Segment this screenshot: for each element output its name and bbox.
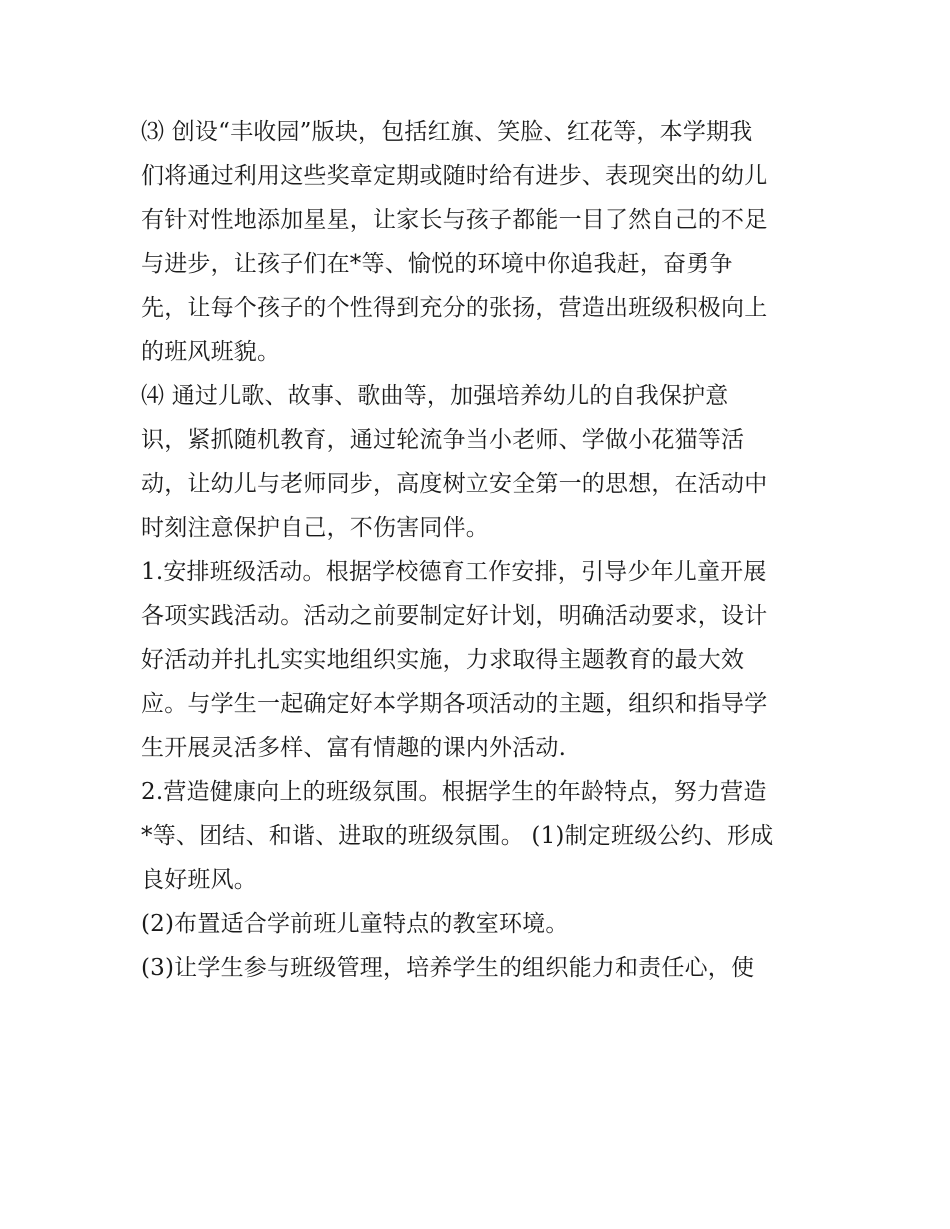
text-line: ⑷ 通过儿歌、故事、歌曲等，加强培养幼儿的自我保护意 [141,383,729,409]
text-line: (2)布置适合学前班儿童特点的教室环境。 [141,911,569,937]
text-line: 先，让每个孩子的个性得到充分的张扬，营造出班级积极向上 [141,295,768,321]
text-line: *等、团结、和谐、进取的班级氛围。 (1)制定班级公约、形成 [141,823,774,849]
text-line: 良好班风。 [141,867,257,893]
text-line: 应。与学生一起确定好本学期各项活动的主题，组织和指导学 [141,691,768,717]
text-line: 的班风班貌。 [141,339,281,365]
text-line: 生开展灵活多样、富有情趣的课内外活动. [141,735,567,761]
text-line: 与进步，让孩子们在*等、愉悦的环境中你追我赶，奋勇争 [141,251,733,277]
text-line: 识，紧抓随机教育，通过轮流争当小老师、学做小花猫等活 [141,427,745,453]
text-line: (3)让学生参与班级管理，培养学生的组织能力和责任心，使 [141,955,755,981]
text-line: 1.安排班级活动。根据学校德育工作安排，引导少年儿童开展 [141,559,767,585]
document-body [141,110,821,990]
text-line: 时刻注意保护自己，不伤害同伴。 [141,515,489,541]
text-line: ⑶ 创设“丰收园”版块，包括红旗、笑脸、红花等，本学期我 [141,119,753,145]
text-line: 们将通过利用这些奖章定期或随时给有进步、表现突出的幼儿 [141,163,768,189]
text-line: 动，让幼儿与老师同步，高度树立安全第一的思想，在活动中 [141,471,768,497]
text-line: 2.营造健康向上的班级氛围。根据学生的年龄特点，努力营造 [141,779,767,805]
text-line: 好活动并扎扎实实地组织实施，力求取得主题教育的最大效 [141,647,745,673]
text-line: 各项实践活动。活动之前要制定好计划，明确活动要求，设计 [141,603,768,629]
text-line: 有针对性地添加星星，让家长与孩子都能一目了然自己的不足 [141,207,768,233]
